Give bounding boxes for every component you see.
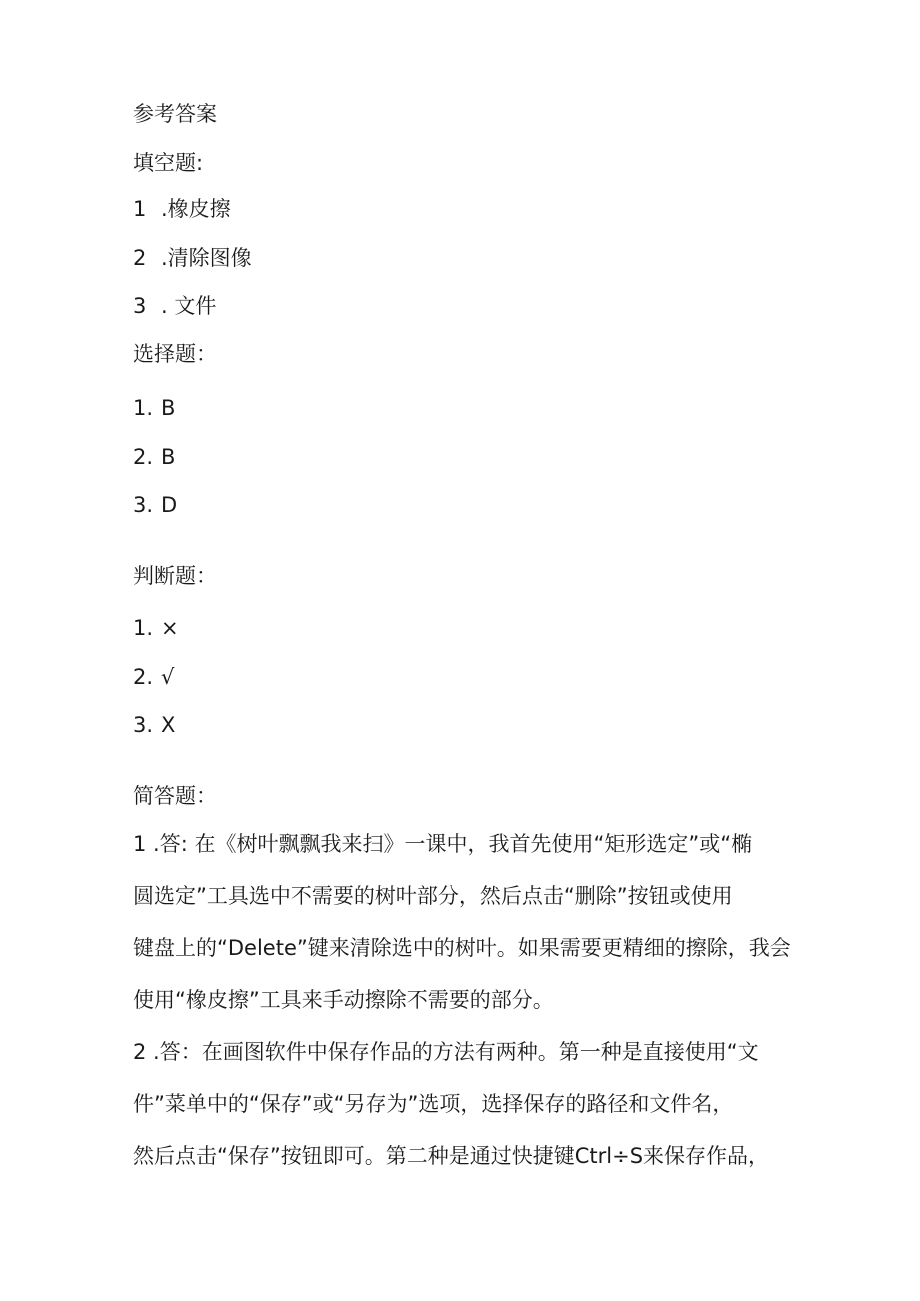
paragraph-line: 键盘上的“Delete”键来清除选中的树叶。如果需要更精细的擦除，我会 [133, 936, 791, 960]
paragraph-line: 件”菜单中的“保存”或“另存为”选项，选择保存的路径和文件名， [133, 1092, 734, 1116]
paragraph-line: 使用“橡皮擦”工具来手动擦除不需要的部分。 [133, 988, 554, 1012]
true-false-item [133, 662, 174, 692]
item-answer: .清除图像 [161, 246, 252, 270]
multiple-choice-heading: 选择题： [133, 342, 217, 366]
fill-blank-item [133, 291, 216, 321]
fill-blank-heading: 填空题: [133, 151, 204, 175]
item-number: 1 [133, 197, 147, 221]
document-title: 参考答案 [133, 102, 217, 126]
paragraph-line: 1 .答: 在《树叶飘飘我来扫》一课中，我首先使用“矩形选定”或“椭 [133, 832, 753, 856]
item-answer: D [161, 493, 178, 517]
multiple-choice-item [133, 393, 175, 423]
item-answer: × [161, 616, 179, 640]
item-answer: X [161, 713, 176, 737]
item-number: 3. [133, 713, 154, 737]
true-false-heading: 判断题： [133, 564, 217, 588]
item-answer: .橡皮擦 [161, 197, 231, 221]
paragraph-line: 然后点击“保存”按钮即可。第二种是通过快捷键Ctrl÷S来保存作品， [133, 1144, 770, 1168]
multiple-choice-item [133, 490, 177, 520]
item-answer: B [161, 396, 176, 420]
fill-blank-item [133, 243, 252, 273]
fill-blank-item [133, 194, 231, 224]
paragraph-line: 2 .答：在画图软件中保存作品的方法有两种。第一种是直接使用“文 [133, 1040, 759, 1064]
item-number: 2. [133, 665, 154, 689]
item-number: 2. [133, 445, 154, 469]
short-answer-paragraph [133, 818, 793, 1026]
item-number: 1. [133, 616, 154, 640]
item-answer: √ [161, 665, 175, 689]
item-answer: B [161, 445, 176, 469]
multiple-choice-item [133, 442, 175, 472]
item-number: 1. [133, 396, 154, 420]
item-number: 3. [133, 493, 154, 517]
short-answer-heading: 简答题： [133, 784, 217, 808]
paragraph-line: 圆选定”工具选中不需要的树叶部分，然后点击“删除”按钮或使用 [133, 884, 733, 908]
true-false-item [133, 710, 175, 740]
item-number: 2 [133, 246, 147, 270]
item-number: 3 [133, 294, 147, 318]
true-false-item [133, 613, 179, 643]
short-answer-paragraph [133, 1026, 793, 1182]
item-answer: . 文件 [161, 294, 217, 318]
